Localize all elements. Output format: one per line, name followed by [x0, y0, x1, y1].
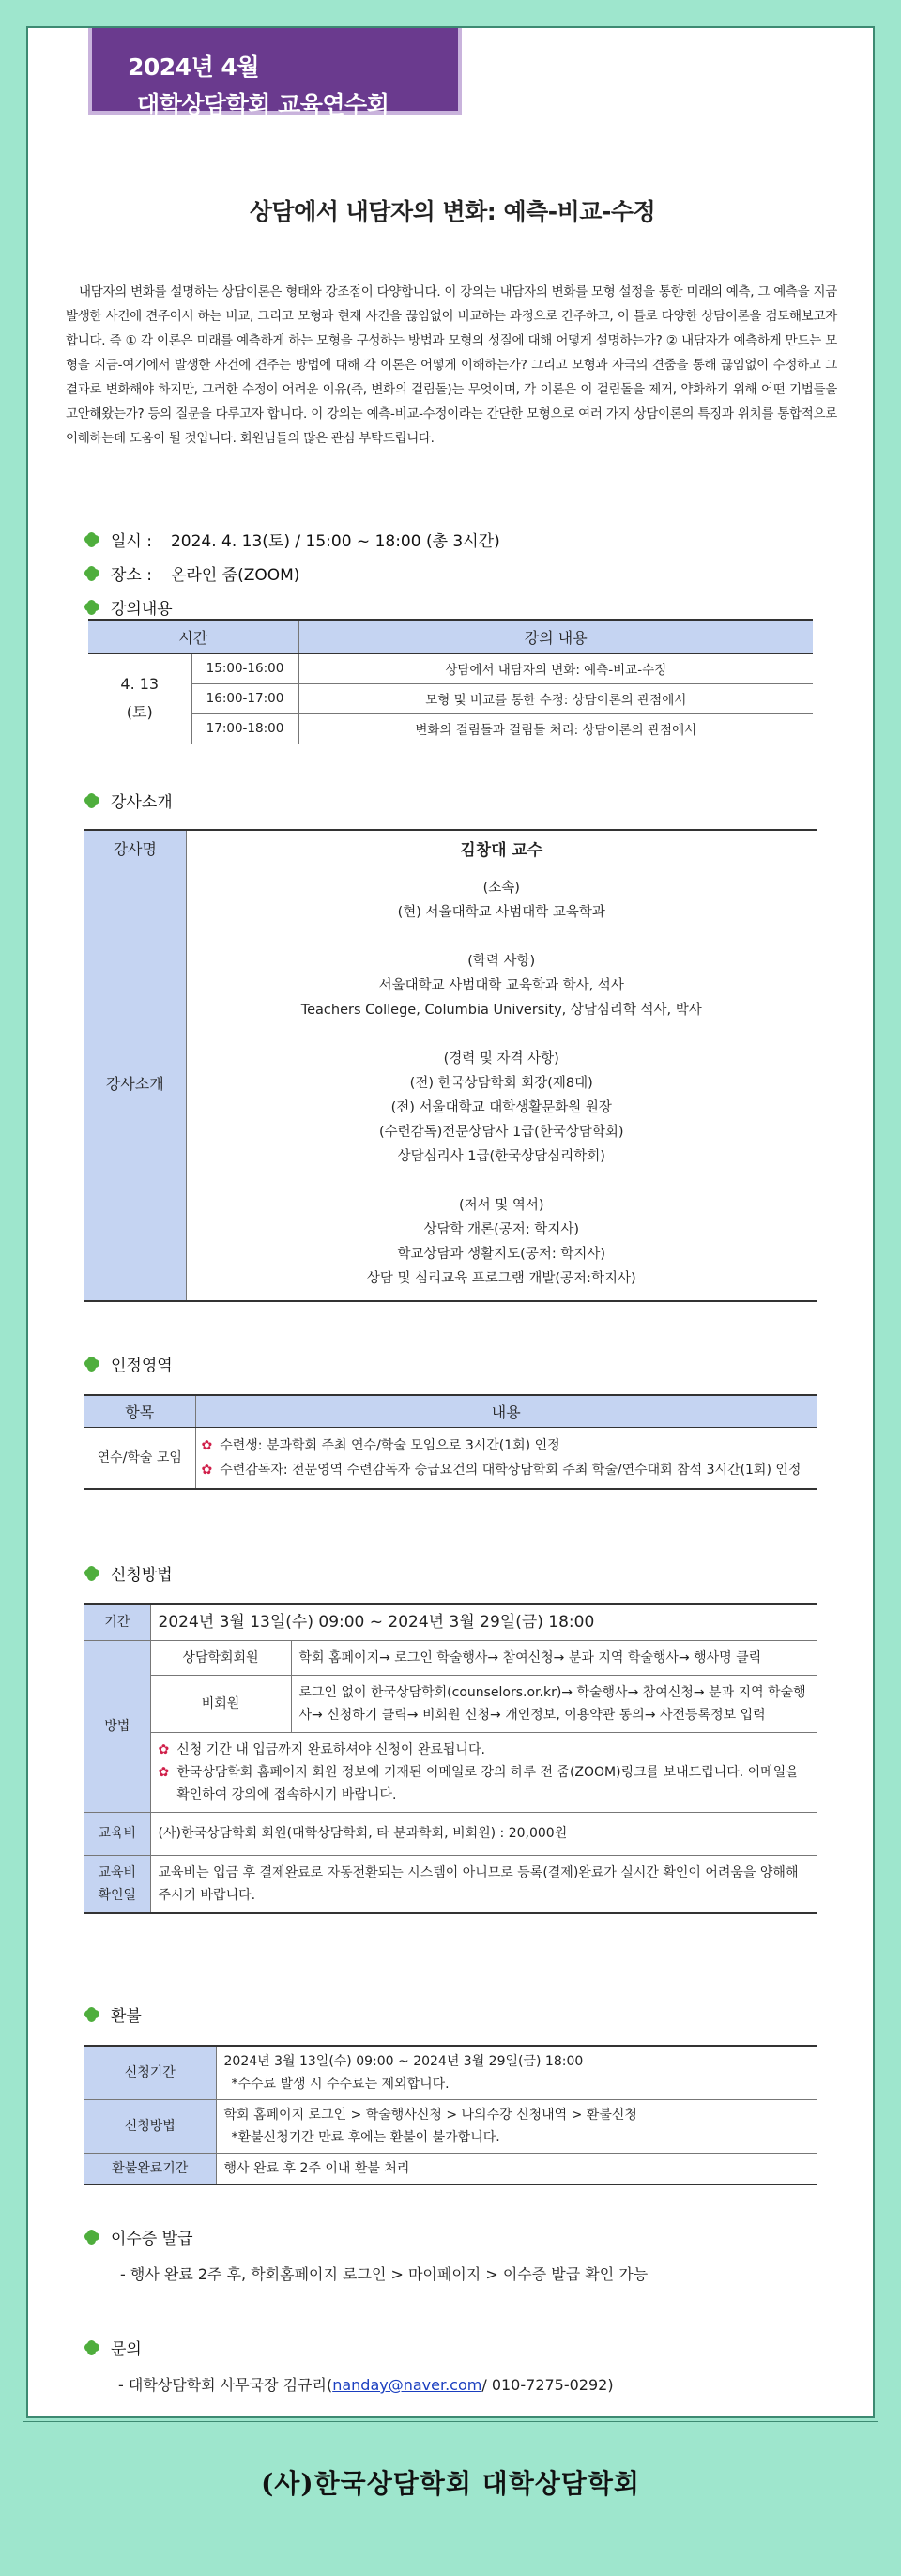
apply-period: 2024년 3월 13일(수) 09:00 ~ 2024년 3월 29일(금) 18:00: [150, 1604, 817, 1640]
lecturer-bio: (소속) (현) 서울대학교 사범대학 교육학과 (학력 사항) 서울대학교 사범대학 교육학과 학사, 석사 Teachers College, Columbia University, 상담심리학 석사, 박사 (경력 및 자격 사항) (전) 한국상담학회 회장(제8대) (전) 서울대학교 대학생활문화원 원장 (수련감독)전문상담사 1급(한국상담학회) 상담심리사 1급(한국상담심리학회) (저서 및 역서) 상담학 개론(공저: 학지사) 학교상담과 생활지도(공저: 학지사) 상담 및 심리교육 프로그램 개발(공저:학지사): [186, 866, 817, 1301]
flower-icon: ✿: [158, 1764, 170, 1780]
refund-heading: 환불: [84, 2002, 142, 2026]
nonmember-method: 로그인 없이 한국상담학회(counselors.or.kr)→ 학술행사→ 참여신청→ 분과 지역 학술행사→ 신청하기 클릭→ 비회원 신청→ 개인정보, 이용약관 동의→ 사전등록정보 입력: [291, 1675, 817, 1732]
info-place: [84, 561, 299, 585]
confirm-label: 교육비 확인일: [84, 1855, 150, 1913]
leaf-icon: [84, 1566, 99, 1581]
lecturer-table: [84, 829, 817, 1302]
credit-label: 연수/학술 모임: [84, 1427, 195, 1489]
refund-period: 2024년 3월 13일(수) 09:00 ~ 2024년 3월 29일(금) 18:00 *수수료 발생 시 수수료는 제외합니다.: [216, 2046, 817, 2100]
banner-event-name: 대학상담학회 교육연수회: [137, 91, 389, 118]
date-value: 2024. 4. 13(토) / 15:00 ~ 18:00 (총 3시간): [170, 532, 500, 551]
credit-table: [84, 1394, 817, 1490]
contact-line: - 대학상담학회 사무국장 김규리(nanday@naver.com/ 010-7275-0292): [118, 2376, 614, 2394]
refund-method-label: 신청방법: [84, 2100, 216, 2154]
table-row: 17:00-18:00 변화의 걸림돌과 걸림돌 처리: 상담이론의 관점에서: [88, 713, 813, 744]
certificate-heading: 이수증 발급: [84, 2225, 193, 2248]
contact-heading: 문의: [84, 2336, 142, 2359]
credit-items: ✿ 수련생: 분과학회 주최 연수/학술 모임으로 3시간(1회) 인정 ✿ 수련감독자: 전문영역 수련감독자 승급요건의 대학상담학회 주최 학술/연수대회 참석 3시간(1회) 인정: [195, 1427, 817, 1489]
fee-value: (사)한국상담학회 회원(대학상담학회, 타 분과학회, 비회원) : 20,000원: [150, 1812, 817, 1855]
event-banner: [88, 28, 462, 118]
flower-icon: ✿: [158, 1741, 170, 1757]
refund-done: 행사 완료 후 2주 이내 환불 처리: [216, 2154, 817, 2185]
schedule-date: 4. 13 (토): [88, 653, 191, 744]
leaf-icon: [84, 793, 99, 808]
table-row: 4. 13 (토) 15:00-16:00 상담에서 내담자의 변화: 예측-비교-수정: [88, 653, 813, 683]
intro-paragraph: 내담자의 변화를 설명하는 상담이론은 형태와 강조점이 다양합니다. 이 강의는 내담자의 변화를 모형 설정을 통한 미래의 예측, 그 예측을 지금 발생한 사건에 견주어서 하는 비교, 그리고 모형과 현재 사건을 끊임없이 비교하는 과정으로 간주하고, 이 틀로 다양한 상담이론을 검토해보고자 합니다. 즉 ① 각 이론은 미래를 예측하게 하는 모형을 구성하는 방법과 모형의 성질에 대해 어떻게 설명하는가? ② 내담자가 예측하게 만드는 모형을 지금-여기에서 발생한 사건에 견주는 방법에 대해 각 이론은 어떻게 이해하는가? 그리고 모형과 자극의 견줌을 통해 끊임없이 수정하고 그 결과로 변화해야 하지만, 그러한 수정이 어려운 이유(즉, 변화의 걸림돌)는 무엇이며, 각 이론은 이 걸림돌을 제거, 약화하기 위해 어떤 기법들을 고안해왔는가? 등의 질문을 다루고자 합니다. 이 강의는 예측-비교-수정이라는 간단한 모형으로 여러 가지 상담이론의 특징과 위치를 통합적으로 이해하는데 도움이 될 것입니다. 회원님들의 많은 관심 부탁드립니다.: [66, 284, 837, 446]
period-label: 기간: [84, 1604, 150, 1640]
leaf-icon: [84, 600, 99, 615]
table-row: 16:00-17:00 모형 및 비교를 통한 수정: 상담이론의 관점에서: [88, 683, 813, 713]
page-title: 상담에서 내담자의 변화: 예측-비교-수정: [249, 198, 656, 225]
nonmember-label: 비회원: [150, 1675, 291, 1732]
credit-heading: 인정영역: [84, 1352, 173, 1375]
lecturer-heading: 강사소개: [84, 789, 173, 812]
leaf-icon: [84, 2230, 99, 2245]
name-label: 강사명: [84, 830, 186, 866]
leaf-icon: [84, 2340, 99, 2355]
lecturer-name: 김창대 교수: [186, 830, 817, 866]
col-content: 강의 내용: [298, 620, 813, 653]
apply-notes: ✿ 신청 기간 내 입금까지 완료하셔야 신청이 완료됩니다. ✿ 한국상담학회 홈페이지 회원 정보에 기재된 이메일로 강의 하루 전 줌(ZOOM)링크를 보내드립니다. 이메일을 확인하여 강의에 접속하시기 바랍니다.: [150, 1732, 817, 1812]
place-label: 장소 :: [111, 566, 152, 585]
intro-label: 강사소개: [84, 866, 186, 1301]
col-time: 시간: [88, 620, 298, 653]
fee-label: 교육비: [84, 1812, 150, 1855]
banner-date: 2024년 4월: [128, 54, 259, 81]
certificate-text: - 행사 완료 2주 후, 학회홈페이지 로그인 > 마이페이지 > 이수증 발급 확인 가능: [120, 2265, 649, 2283]
date-label: 일시 :: [111, 532, 152, 551]
apply-table: [84, 1603, 817, 1914]
schedule-table: [88, 619, 813, 744]
col-content: 내용: [195, 1395, 817, 1427]
member-method: 학회 홈페이지→ 로그인 학술행사→ 참여신청→ 분과 지역 학술행사→ 행사명 클릭: [291, 1640, 817, 1675]
schedule-heading: 강의내용: [84, 595, 173, 619]
col-item: 항목: [84, 1395, 195, 1427]
leaf-icon: [84, 532, 99, 547]
method-label: 방법: [84, 1640, 150, 1812]
info-date: [84, 528, 500, 551]
flower-icon: ✿: [201, 1437, 213, 1453]
leaf-icon: [84, 566, 99, 581]
refund-done-label: 환불완료기간: [84, 2154, 216, 2185]
flower-icon: ✿: [201, 1462, 213, 1478]
leaf-icon: [84, 2007, 99, 2022]
contact-email-link[interactable]: nanday@naver.com: [332, 2376, 482, 2394]
refund-table: [84, 2045, 817, 2185]
leaf-icon: [84, 1357, 99, 1372]
place-value: 온라인 줌(ZOOM): [170, 566, 300, 585]
member-label: 상담학회회원: [150, 1640, 291, 1675]
footer-organization: (사)한국상담학회 대학상담학회: [261, 2468, 640, 2499]
refund-method: 학회 홈페이지 로그인 > 학술행사신청 > 나의수강 신청내역 > 환불신청 *환불신청기간 만료 후에는 환불이 불가합니다.: [216, 2100, 817, 2154]
refund-period-label: 신청기간: [84, 2046, 216, 2100]
poster-frame: [26, 26, 875, 2418]
confirm-value: 교육비는 입금 후 결제완료로 자동전환되는 시스템이 아니므로 등록(결제)완료가 실시간 확인이 어려움을 양해해주시기 바랍니다.: [150, 1855, 817, 1913]
apply-heading: 신청방법: [84, 1561, 173, 1585]
